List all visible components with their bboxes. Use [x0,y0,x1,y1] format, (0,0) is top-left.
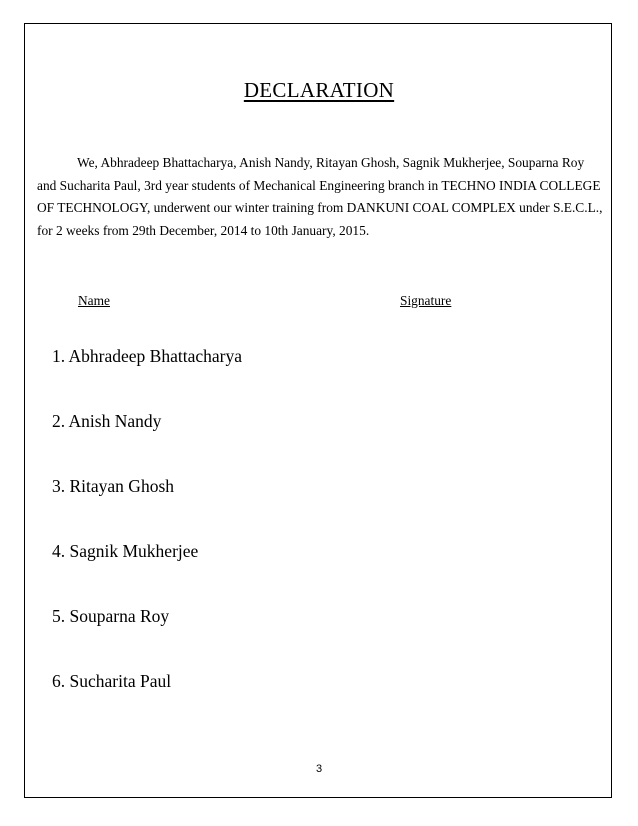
student-item: 5. Souparna Roy [52,606,170,626]
declaration-paragraph: We, Abhradeep Bhattacharya, Anish Nandy, Ritayan Ghosh, Sagnik Mukherjee, Souparna Roy and Sucharita Paul, 3rd year students of Mechanical Engineering branch in TECHNO INDIA COLLEGE OF TECHNOLOGY, underwent our winter training from DANKUNI COAL COMPLEX under S.E.C.L., for 2 weeks from 29th December, 2014 to 10th January, 2015. [37,155,603,239]
page-number: 3 [315,763,323,775]
page-title: DECLARATION [243,78,395,102]
name-column-header: Name [78,293,110,308]
signature-column-header: Signature [400,293,452,308]
student-item: 6. Sucharita Paul [52,671,172,691]
student-item: 4. Sagnik Mukherjee [52,541,199,561]
student-item: 2. Anish Nandy [52,411,162,431]
student-item: 1. Abhradeep Bhattacharya [52,346,242,366]
student-list [52,345,242,735]
student-item: 3. Ritayan Ghosh [52,476,175,496]
